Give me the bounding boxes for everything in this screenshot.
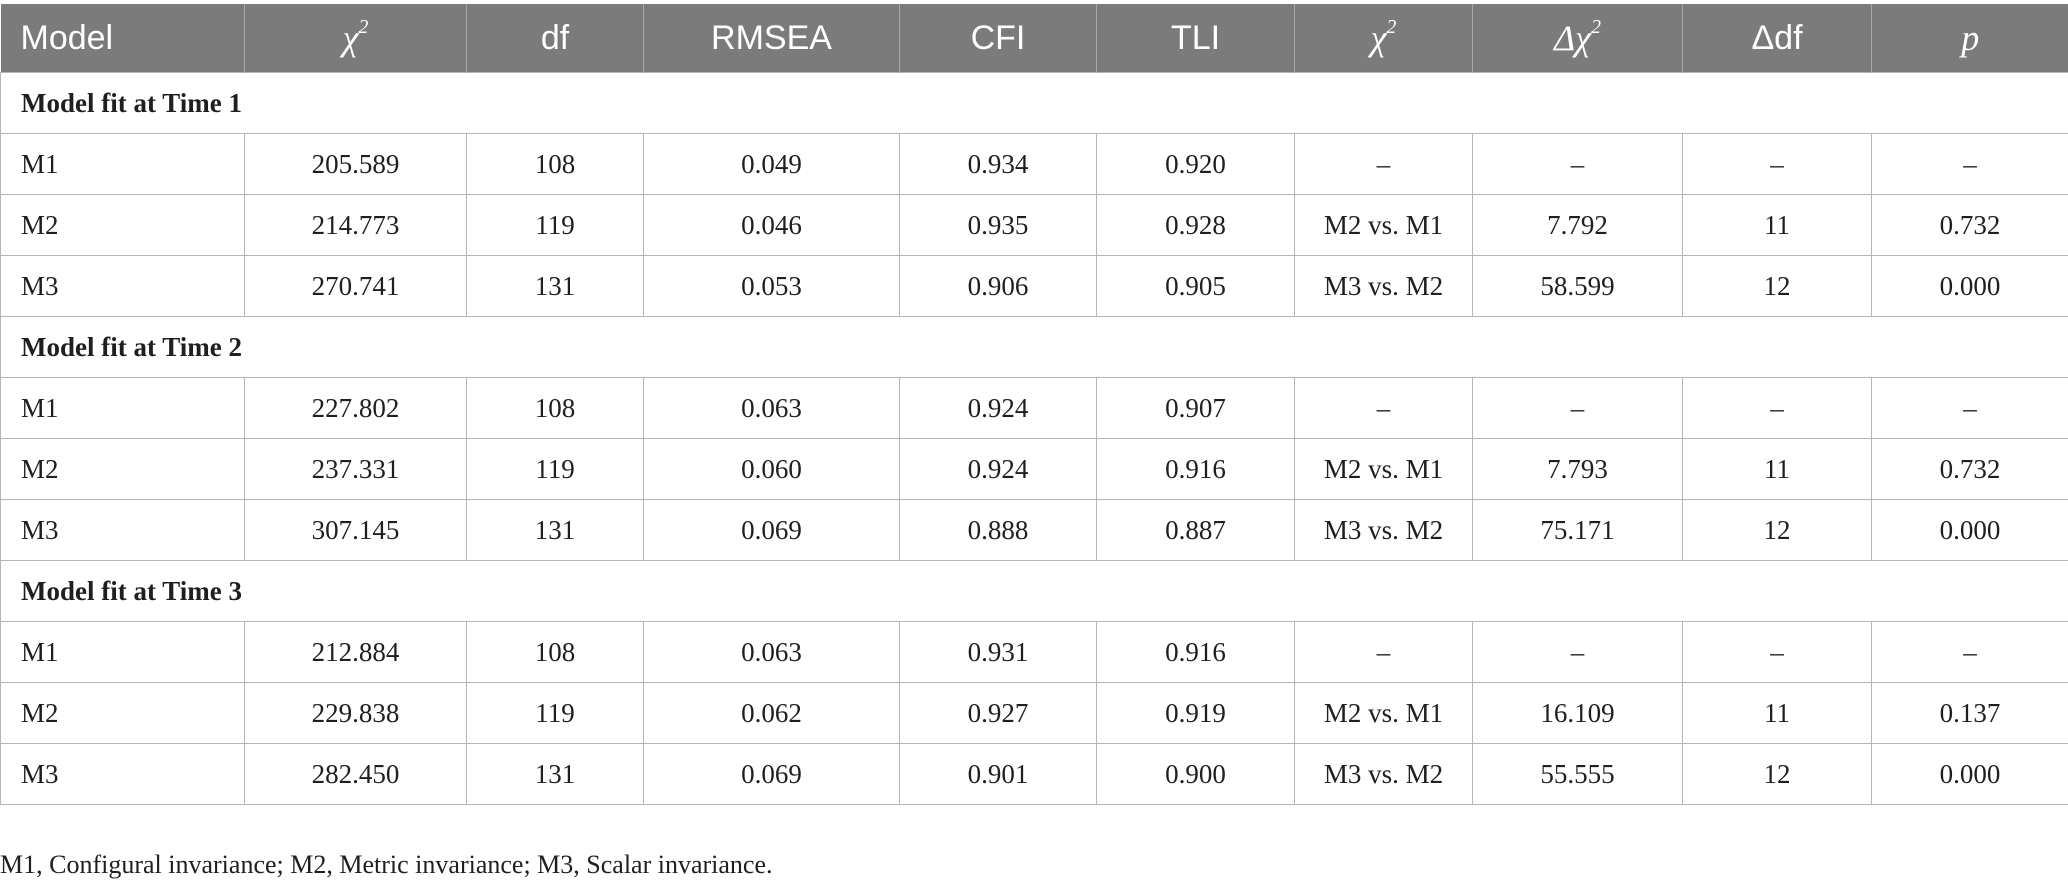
cell-comparison: M3 vs. M2 <box>1295 500 1473 561</box>
cell-comparison: M3 vs. M2 <box>1295 744 1473 805</box>
model-fit-table <box>0 4 2068 805</box>
table-body <box>1 73 2068 805</box>
cell-delta-df: – <box>1683 134 1872 195</box>
table-row <box>1 256 2068 317</box>
cell-tli: 0.920 <box>1097 134 1295 195</box>
section-row <box>1 73 2068 134</box>
cell-delta-chi-square: – <box>1473 622 1683 683</box>
cell-tli: 0.916 <box>1097 622 1295 683</box>
table-row <box>1 378 2068 439</box>
cell-chi-square: 214.773 <box>245 195 467 256</box>
table-row <box>1 622 2068 683</box>
section-title: Model fit at Time 3 <box>1 561 2068 622</box>
cell-comparison: M2 vs. M1 <box>1295 683 1473 744</box>
cell-tli: 0.916 <box>1097 439 1295 500</box>
header-delta-chi-square <box>1473 4 1683 73</box>
header-model: Model <box>1 4 245 73</box>
cell-rmsea: 0.062 <box>644 683 900 744</box>
cell-delta-chi-square: 7.792 <box>1473 195 1683 256</box>
cell-delta-df: 11 <box>1683 195 1872 256</box>
section-row <box>1 561 2068 622</box>
cell-rmsea: 0.063 <box>644 378 900 439</box>
table-row <box>1 744 2068 805</box>
cell-delta-df: – <box>1683 622 1872 683</box>
cell-df: 108 <box>467 622 644 683</box>
cell-chi-square: 282.450 <box>245 744 467 805</box>
chi-superscript: 2 <box>1386 16 1397 38</box>
cell-p: 0.000 <box>1872 744 2068 805</box>
cell-delta-chi-square: 75.171 <box>1473 500 1683 561</box>
table-row <box>1 134 2068 195</box>
cell-p: – <box>1872 378 2068 439</box>
cell-comparison: – <box>1295 378 1473 439</box>
section-title: Model fit at Time 2 <box>1 317 2068 378</box>
cell-df: 131 <box>467 744 644 805</box>
cell-p: 0.137 <box>1872 683 2068 744</box>
cell-p: – <box>1872 134 2068 195</box>
cell-model: M3 <box>1 744 245 805</box>
cell-rmsea: 0.060 <box>644 439 900 500</box>
cell-rmsea: 0.069 <box>644 500 900 561</box>
cell-cfi: 0.935 <box>900 195 1097 256</box>
chi-symbol: χ <box>342 18 359 58</box>
cell-delta-chi-square: 55.555 <box>1473 744 1683 805</box>
section-row <box>1 317 2068 378</box>
cell-p: 0.000 <box>1872 256 2068 317</box>
cell-rmsea: 0.046 <box>644 195 900 256</box>
cell-model: M1 <box>1 378 245 439</box>
delta-chi-symbol: Δχ <box>1554 18 1591 58</box>
cell-rmsea: 0.063 <box>644 622 900 683</box>
cell-tli: 0.928 <box>1097 195 1295 256</box>
cell-rmsea: 0.049 <box>644 134 900 195</box>
cell-p: 0.732 <box>1872 439 2068 500</box>
cell-chi-square: 212.884 <box>245 622 467 683</box>
cell-cfi: 0.924 <box>900 378 1097 439</box>
table-footnote: M1, Configural invariance; M2, Metric invariance; M3, Scalar invariance. <box>0 850 773 879</box>
cell-model: M3 <box>1 256 245 317</box>
cell-cfi: 0.927 <box>900 683 1097 744</box>
cell-df: 108 <box>467 378 644 439</box>
cell-delta-df: 12 <box>1683 256 1872 317</box>
cell-df: 131 <box>467 256 644 317</box>
section-title: Model fit at Time 1 <box>1 73 2068 134</box>
cell-model: M2 <box>1 439 245 500</box>
cell-delta-df: – <box>1683 378 1872 439</box>
cell-df: 119 <box>467 195 644 256</box>
cell-p: 0.000 <box>1872 500 2068 561</box>
cell-chi-square: 237.331 <box>245 439 467 500</box>
cell-model: M3 <box>1 500 245 561</box>
cell-tli: 0.905 <box>1097 256 1295 317</box>
cell-delta-chi-square: – <box>1473 134 1683 195</box>
cell-comparison: M2 vs. M1 <box>1295 439 1473 500</box>
cell-cfi: 0.924 <box>900 439 1097 500</box>
cell-delta-df: 12 <box>1683 500 1872 561</box>
cell-tli: 0.900 <box>1097 744 1295 805</box>
table-row <box>1 439 2068 500</box>
delta-chi-superscript: 2 <box>1590 16 1601 38</box>
cell-comparison: – <box>1295 134 1473 195</box>
cell-p: – <box>1872 622 2068 683</box>
cell-chi-square: 227.802 <box>245 378 467 439</box>
cell-delta-df: 11 <box>1683 683 1872 744</box>
cell-tli: 0.919 <box>1097 683 1295 744</box>
cell-model: M2 <box>1 195 245 256</box>
cell-cfi: 0.934 <box>900 134 1097 195</box>
header-df: df <box>467 4 644 73</box>
cell-model: M2 <box>1 683 245 744</box>
cell-df: 108 <box>467 134 644 195</box>
header-tli: TLI <box>1097 4 1295 73</box>
cell-delta-df: 12 <box>1683 744 1872 805</box>
chi-symbol: χ <box>1370 18 1387 58</box>
cell-chi-square: 229.838 <box>245 683 467 744</box>
cell-cfi: 0.931 <box>900 622 1097 683</box>
header-row <box>1 4 2068 73</box>
header-chi-square-comparison <box>1295 4 1473 73</box>
cell-delta-df: 11 <box>1683 439 1872 500</box>
chi-superscript: 2 <box>358 16 369 38</box>
cell-p: 0.732 <box>1872 195 2068 256</box>
cell-comparison: – <box>1295 622 1473 683</box>
cell-df: 131 <box>467 500 644 561</box>
cell-model: M1 <box>1 134 245 195</box>
cell-rmsea: 0.069 <box>644 744 900 805</box>
cell-delta-chi-square: 58.599 <box>1473 256 1683 317</box>
cell-delta-chi-square: 7.793 <box>1473 439 1683 500</box>
header-cfi: CFI <box>900 4 1097 73</box>
cell-tli: 0.907 <box>1097 378 1295 439</box>
cell-chi-square: 270.741 <box>245 256 467 317</box>
cell-tli: 0.887 <box>1097 500 1295 561</box>
cell-df: 119 <box>467 683 644 744</box>
table-row <box>1 500 2068 561</box>
cell-cfi: 0.901 <box>900 744 1097 805</box>
header-rmsea: RMSEA <box>644 4 900 73</box>
header-chi-square <box>245 4 467 73</box>
header-p: p <box>1872 4 2068 73</box>
cell-comparison: M3 vs. M2 <box>1295 256 1473 317</box>
cell-chi-square: 307.145 <box>245 500 467 561</box>
cell-delta-chi-square: 16.109 <box>1473 683 1683 744</box>
cell-chi-square: 205.589 <box>245 134 467 195</box>
cell-df: 119 <box>467 439 644 500</box>
cell-rmsea: 0.053 <box>644 256 900 317</box>
cell-cfi: 0.906 <box>900 256 1097 317</box>
table-row <box>1 195 2068 256</box>
header-delta-df: Δdf <box>1683 4 1872 73</box>
cell-model: M1 <box>1 622 245 683</box>
fit-table-container <box>0 4 2068 805</box>
cell-delta-chi-square: – <box>1473 378 1683 439</box>
table-row <box>1 683 2068 744</box>
cell-comparison: M2 vs. M1 <box>1295 195 1473 256</box>
cell-cfi: 0.888 <box>900 500 1097 561</box>
